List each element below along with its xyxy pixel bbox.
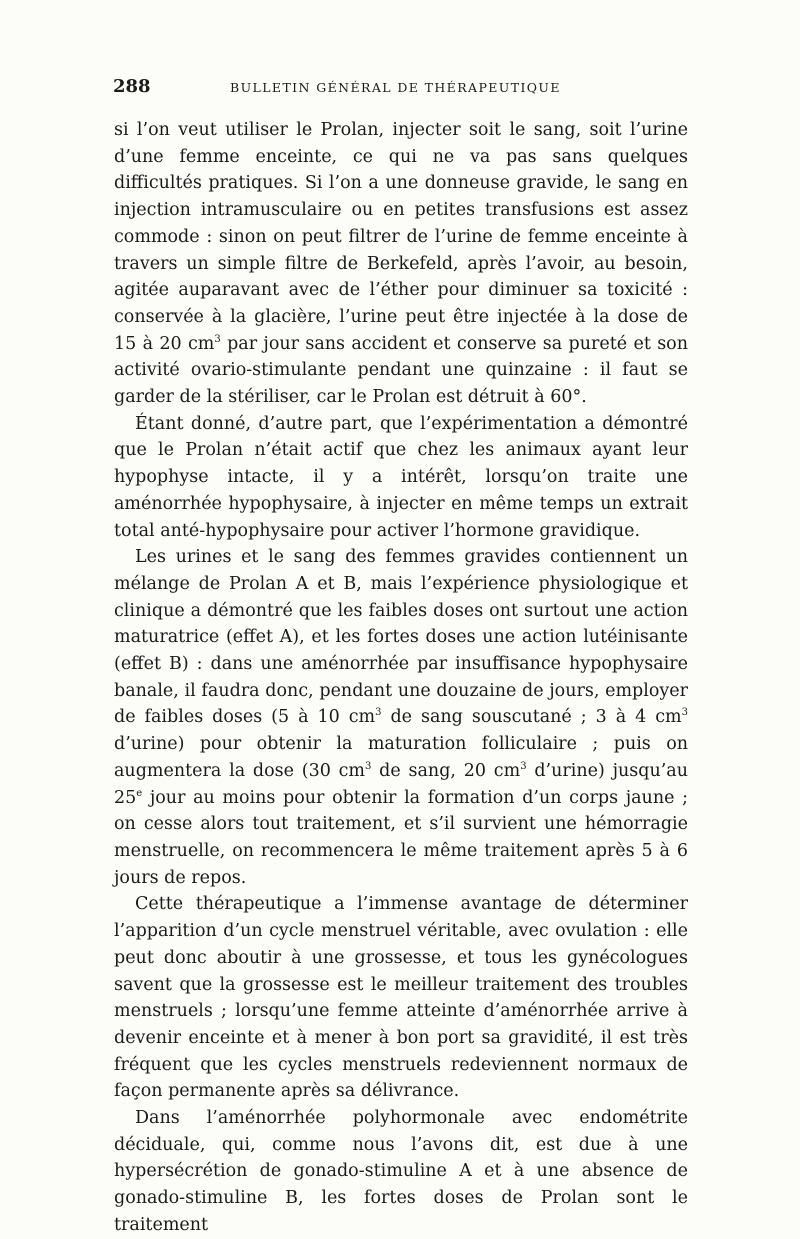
paragraph-1-text-a: si l’on veut utiliser le Prolan, injecter soit le sang, soit l’urine d’une femme enceinte, ce qui ne va pas sans quelques difficultés pratiques. Si l’on a une donneuse gravide, le sang en injection intramusculaire ou en petites transfusions est assez commode : sinon on peut filtrer de l’urine de femme enceinte à travers un simple filtre de Berkefeld, après l’avoir, au besoin, agitée auparavant avec de l’éther pour diminuer sa toxicité : conservée à la glacière, l’urine peut être injectée à la dose de 15 à 20 cm bbox=[114, 120, 688, 354]
superscript: 3 bbox=[520, 760, 527, 772]
paragraph-3-text-d: de sang, 20 cm bbox=[371, 760, 521, 781]
superscript: 3 bbox=[375, 707, 382, 719]
paragraph-3 bbox=[114, 544, 688, 891]
paragraph-3-text-e: d’urine) jusqu’au 25 bbox=[114, 760, 688, 808]
page-header bbox=[113, 76, 687, 100]
paragraph-1-text-b: par jour sans accident et conserve sa pureté et son activité ovario-stimulante pendant une quinzaine : il faut se garder de la stériliser, car le Prolan est détruit à 60°. bbox=[114, 333, 688, 408]
running-title: BULLETIN GÉNÉRAL DE THÉRAPEUTIQUE bbox=[230, 80, 561, 95]
superscript: 3 bbox=[214, 333, 221, 345]
superscript: e bbox=[136, 787, 143, 799]
paragraph-2: Étant donné, d’autre part, que l’expérimentation a démontré que le Prolan n’était actif que chez les animaux ayant leur hypophyse intacte, il y a intérêt, lorsqu’on traite une aménorrhée hypophysaire, à injecter en même temps un extrait total anté-hypophysaire pour activer l’hormone gravidique. bbox=[114, 413, 688, 541]
page-number: 288 bbox=[113, 76, 151, 97]
paragraph-5: Dans l’aménorrhée polyhormonale avec endométrite déciduale, qui, comme nous l’avons dit, est due à une hypersécrétion de gonado-stimuline A et à une absence de gonado-stimuline B, les fortes doses de Prolan sont le traitement bbox=[114, 1108, 688, 1235]
paragraph-3-text-a: Les urines et le sang des femmes gravides contiennent un mélange de Prolan A et B, mais l’expérience physiologique et clinique a démontré que les faibles doses ont surtout une action maturatrice (effet A), et les fortes doses une action lutéinisante (effet B) : dans une aménorrhée par insuffisance hypophysaire banale, il faudra donc, pendant une douzaine de jours, employer de faibles doses (5 à 10 cm bbox=[114, 547, 688, 728]
body-text bbox=[114, 117, 688, 1239]
superscript: 3 bbox=[681, 707, 688, 719]
paragraph-1 bbox=[114, 117, 688, 411]
paragraph-3-text-b: de sang souscutané ; 3 à 4 cm bbox=[381, 707, 682, 728]
paragraph-4: Cette thérapeutique a l’immense avantage de déterminer l’apparition d’un cycle menstruel véritable, avec ovulation : elle peut donc aboutir à une grossesse, et tous les gynécologues savent que la grossesse est le meilleur traitement des troubles menstruels ; lorsqu’une femme atteinte d’aménorrhée arrive à devenir enceinte et à mener à bon port sa gravidité, il est très fréquent que les cycles menstruels redeviennent normaux de façon permanente après sa délivrance. bbox=[114, 894, 688, 1102]
paragraph-3-text-c: d’urine) pour obtenir la maturation folliculaire ; puis on augmentera la dose (30 cm bbox=[114, 734, 688, 781]
superscript: 3 bbox=[365, 760, 372, 772]
paragraph-3-text-f: jour au moins pour obtenir la formation d’un corps jaune ; on cesse alors tout traitement, et s’il survient une hémorragie menstruelle, on recommencera le même traitement après 5 à 6 jours de repos. bbox=[114, 787, 688, 888]
